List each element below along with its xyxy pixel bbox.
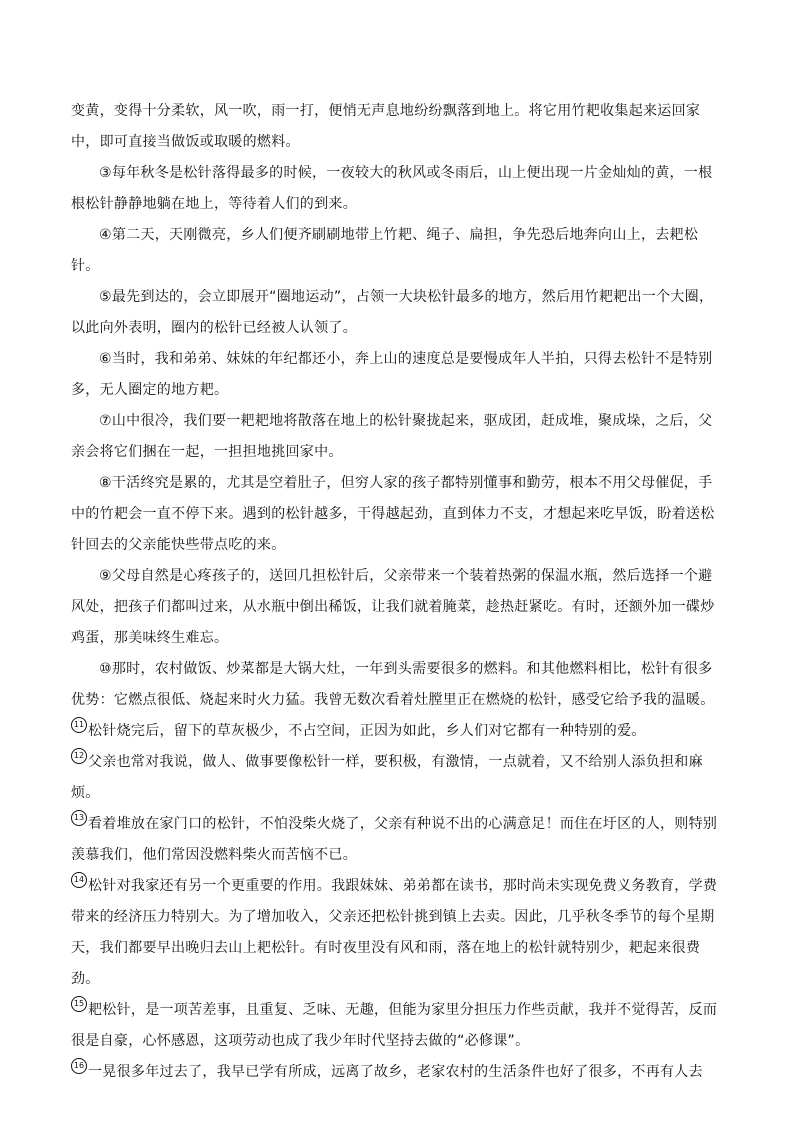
paragraph-number: 15 (71, 996, 87, 1012)
paragraph-text: 干活终究是累的，尤其是空着肚子，但穷人家的孩子都特别懂事和勤劳，根本不用父母催促，手中的竹耙会一直不停下来。遇到的松针越多，干得越起劲，直到体力不支，才想起来吃早饭，盼着送松针回去的父亲能快些带点吃的来。 (71, 475, 715, 553)
paragraph-text: 第二天，天刚微亮，乡人们便齐刷刷地带上竹耙、绳子、扁担，争先恐后地奔向山上，去耙松针。 (71, 227, 699, 274)
paragraph (71, 871, 721, 995)
paragraph-number: ⑧ (99, 475, 112, 491)
paragraph (71, 406, 721, 468)
paragraph-text: 耙松针，是一项苦差事，且重复、乏味、无趣，但能为家里分担压力作些贡献，我并不觉得苦，反而很是自豪，心怀感恩，这项劳动也成了我少年时代坚持去做的“必修课”。 (71, 1002, 718, 1049)
paragraph-number: ⑦ (99, 413, 112, 429)
paragraph-number: 14 (71, 872, 87, 888)
paragraph (71, 220, 721, 282)
paragraph-number: ④ (99, 227, 112, 243)
paragraph (71, 1057, 721, 1088)
article-body (71, 96, 721, 1088)
paragraph (71, 344, 721, 406)
paragraph-text: 每年秋冬是松针落得最多的时候，一夜较大的秋风或冬雨后，山上便出现一片金灿灿的黄，一根根松针静静地躺在地上，等待着人们的到来。 (71, 165, 713, 212)
paragraph (71, 561, 721, 654)
paragraph-text: 父母自然是心疼孩子的，送回几担松针后，父亲带来一个装着热粥的保温水瓶，然后选择一个避风处，把孩子们都叫过来，从水瓶中倒出稀饭，让我们就着腌菜，趁热赶紧吃。有时，还额外加一碟炒鸡蛋，那美味终生难忘。 (71, 568, 715, 646)
paragraph-text: 松针对我家还有另一个更重要的作用。我跟妹妹、弟弟都在读书，那时尚未实现免费义务教育，学费带来的经济压力特别大。为了增加收入，父亲还把松针挑到镇上去卖。因此，几乎秋冬季节的每个星期天，我们都要早出晚归去山上耙松针。有时夜里没有风和雨，落在地上的松针就特别少，耙起来很费劲。 (71, 878, 718, 987)
paragraph (71, 158, 721, 220)
paragraph-text: 父亲也常对我说，做人、做事要像松针一样，要积极，有激情，一点就着，又不给别人添负担和麻烦。 (71, 754, 703, 801)
paragraph (71, 654, 721, 716)
paragraph-text: 松针烧完后，留下的草灰极少，不占空间，正因为如此，乡人们对它都有一种特别的爱。 (88, 723, 646, 739)
paragraph (71, 282, 721, 344)
paragraph-number: ③ (99, 165, 112, 181)
paragraph-number: 16 (71, 1058, 87, 1074)
paragraph (71, 747, 721, 809)
paragraph (71, 809, 721, 871)
paragraph-text: 看着堆放在家门口的松针，不怕没柴火烧了，父亲有种说不出的心满意足！而住在圩区的人，则特别羡慕我们，他们常因没燃料柴火而苦恼不已。 (71, 816, 718, 863)
paragraph (71, 468, 721, 561)
paragraph-number: 13 (71, 810, 87, 826)
paragraph-text: 那时，农村做饭、炒菜都是大锅大灶，一年到头需要很多的燃料。和其他燃料相比，松针有很多优势：它燃点很低、烧起来时火力猛。我曾无数次看着灶膛里正在燃烧的松针，感受它给予我的温暖。 (71, 661, 715, 708)
paragraph-text: 变黄，变得十分柔软，风一吹，雨一打，便悄无声息地纷纷飘落到地上。将它用竹耙收集起来运回家中，即可直接当做饭或取暖的燃料。 (71, 103, 701, 150)
paragraph (71, 995, 721, 1057)
paragraph-number: ⑤ (99, 289, 112, 305)
paragraph-number: ⑩ (99, 661, 112, 677)
paragraph-number: 12 (71, 748, 87, 764)
paragraph (71, 716, 721, 747)
paragraph-text: 山中很冷，我们要一耙耙地将散落在地上的松针聚拢起来，驱成团，赶成堆，聚成垛，之后，父亲会将它们捆在一起，一担担地挑回家中。 (71, 413, 713, 460)
paragraph-number: 11 (71, 717, 87, 733)
paragraph-number: ⑥ (99, 351, 112, 367)
paragraph-text: 最先到达的，会立即展开“圈地运动”，占领一大块松针最多的地方，然后用竹耙耙出一个大圈，以此向外表明，圈内的松针已经被人认领了。 (71, 289, 714, 336)
paragraph-text: 当时，我和弟弟、妹妹的年纪都还小，奔上山的速度总是要慢成年人半拍，只得去松针不是特别多，无人圈定的地方耙。 (71, 351, 713, 398)
paragraph-text: 一晃很多年过去了，我早已学有所成，远离了故乡，老家农村的生活条件也好了很多，不再有人去 (88, 1064, 703, 1080)
paragraph-number: ⑨ (99, 568, 112, 584)
paragraph (71, 96, 721, 158)
